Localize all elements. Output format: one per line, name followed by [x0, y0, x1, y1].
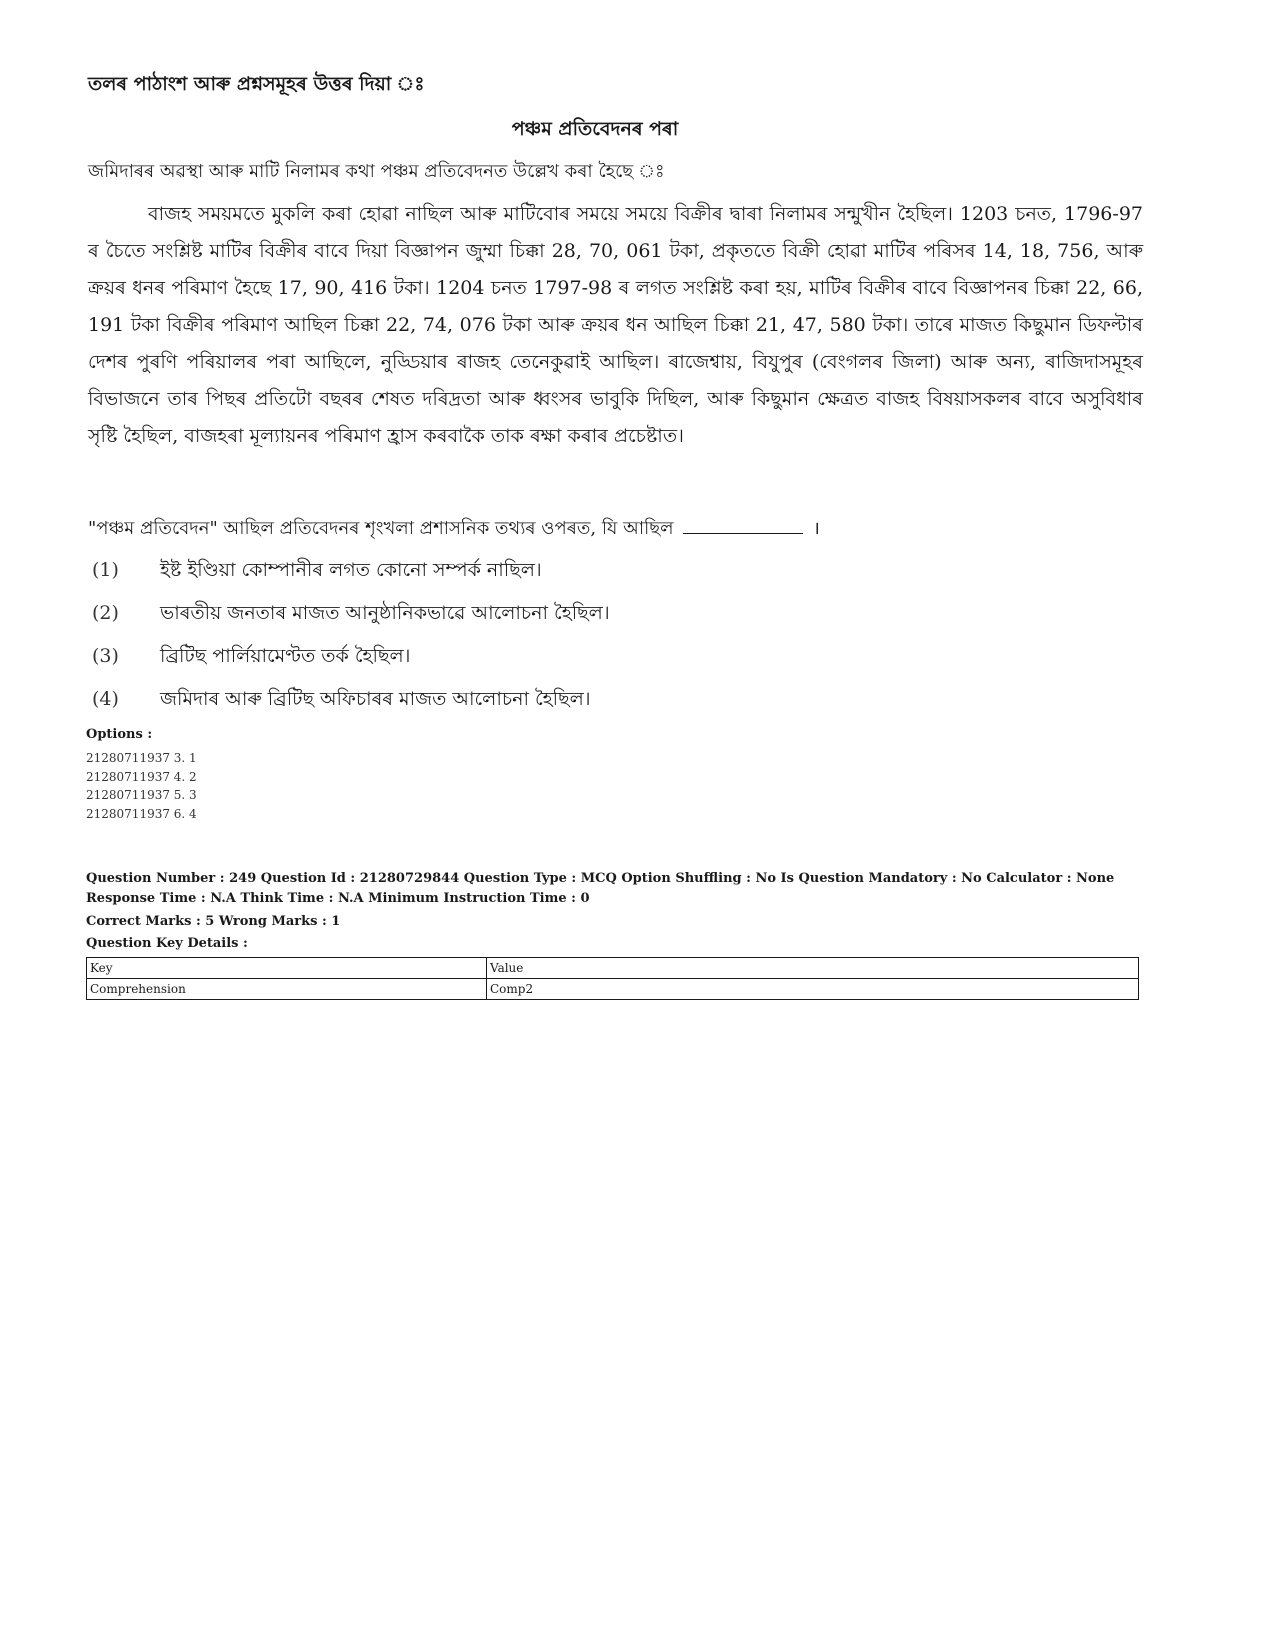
option-3	[92, 642, 410, 674]
question-meta-line: Question Number : 249 Question Id : 21280729844 Question Type : MCQ Option Shuffling : No Is Question Mandatory : No Calculator : None	[86, 871, 1115, 886]
option-text: ভাৰতীয় জনতাৰ মাজত আনুষ্ঠানিকভাৱে আলোচনা হৈছিল।	[160, 602, 610, 624]
option-id: 21280711937 6. 4	[86, 806, 197, 821]
option-id: 21280711937 4. 2	[86, 769, 197, 784]
passage-intro: জমিদাৰৰ অৱস্থা আৰু মাটি নিলামৰ কথা পঞ্চম প্ৰতিবেদনত উল্লেখ কৰা হৈছে ঃ	[88, 161, 665, 182]
table-cell-value: Comp2	[487, 979, 1139, 1000]
options-label: Options :	[86, 727, 153, 742]
option-id: 21280711937 3. 1	[86, 751, 197, 765]
option-text: ইষ্ট ইণ্ডিয়া কোম্পানীৰ লগত কোনো সম্পৰ্ক নাছিল।	[160, 559, 542, 581]
passage-text: বাজহ সময়মতে মুকলি কৰা হোৱা নাছিল আৰু মাটিবোৰ সময়ে সময়ে বিক্ৰীৰ দ্বাৰা নিলামৰ সন্মুখীন হৈছিল। 1203 চনত, 1796-97 ৰ চৈতে সংশ্লিষ্ট মাটিৰ বিক্ৰীৰ বাবে দিয়া বিজ্ঞাপন জুম্মা চিক্কা 28, 70, 061 টকা, প্ৰকৃততে বিক্ৰী হোৱা মাটিৰ পৰিসৰ 14, 18, 756, আৰু ক্ৰয়ৰ ধনৰ পৰিমাণ হৈছে 17, 90, 416 টকা। 1204 চনত 1797-98 ৰ লগত সংশ্লিষ্ট কৰা হয়, মাটিৰ বিক্ৰীৰ বাবে বিজ্ঞাপনৰ চিক্কা 22, 66, 191 টকা বিক্ৰীৰ পৰিমাণ আছিল চিক্কা 22, 74, 076 টকা আৰু ক্ৰয়ৰ ধন আছিল চিক্কা 21, 47, 580 টকা। তাৰে মাজত কিছুমান ডিফল্টাৰ দেশৰ পুৰণি পৰিয়ালৰ পৰা আছিলে, নুড্ডিয়াৰ ৰাজহ তেনেকুৱাই আছিল। ৰাজেশ্বায়, বিযুপুৰ (বেংগলৰ জিলা) আৰু অন্য, ৰাজিদাসমূহৰ বিভাজনে তাৰ পিছৰ প্ৰতিটো বছৰৰ শেষত দৰিদ্ৰতা আৰু ধ্বংসৰ ভাবুকি দিছিল, আৰু কিছুমান ক্ষেত্ৰত বাজহ বিষয়াসকলৰ বাবে অসুবিধাৰ সৃষ্টি হৈছিল, বাজহৰা মূল্যায়নৰ পৰিমাণ হ্ৰাস কৰবাকৈ তাক ৰক্ষা কৰাৰ প্ৰচেষ্টাত।	[88, 203, 1143, 447]
option-2	[92, 599, 610, 631]
option-number: (3)	[92, 645, 119, 667]
option-number: (2)	[92, 602, 119, 624]
key-details-label: Question Key Details :	[86, 936, 248, 951]
option-text: ব্ৰিটিছ পাৰ্লিয়ামেণ্টত তৰ্ক হৈছিল।	[160, 645, 411, 667]
option-id-list	[86, 749, 197, 823]
question-key-table	[86, 957, 1139, 1000]
table-header-key: Key	[87, 958, 487, 979]
question-stem	[88, 514, 820, 545]
question-text: "পঞ্চম প্ৰতিবেদন" আছিল প্ৰতিবেদনৰ শৃংখলা প্ৰশাসনিক তথ্যৰ ওপৰত, যি আছিল	[88, 518, 674, 539]
option-number: (4)	[92, 688, 119, 710]
table-cell-key: Comprehension	[87, 979, 487, 1000]
question-end: ।	[813, 518, 820, 539]
marks-meta-line: Correct Marks : 5 Wrong Marks : 1	[86, 914, 341, 929]
timing-meta-line: Response Time : N.A Think Time : N.A Minimum Instruction Time : 0	[86, 891, 590, 906]
table-header-row	[87, 958, 1139, 979]
option-id: 21280711937 5. 3	[86, 788, 197, 802]
table-row	[87, 979, 1139, 1000]
table-header-value: Value	[487, 958, 1139, 979]
option-number: (1)	[92, 559, 119, 581]
answer-blank	[683, 515, 803, 534]
passage-title: পঞ্চম প্ৰতিবেদনৰ পৰা	[511, 118, 679, 140]
instruction-heading: তলৰ পাঠাংশ আৰু প্ৰশ্নসমূহৰ উত্তৰ দিয়া ঃ	[88, 73, 425, 95]
option-4	[92, 685, 591, 717]
option-1	[92, 556, 542, 588]
option-text: জমিদাৰ আৰু ব্ৰিটিছ অফিচাৰৰ মাজত আলোচনা হৈছিল।	[160, 688, 591, 710]
